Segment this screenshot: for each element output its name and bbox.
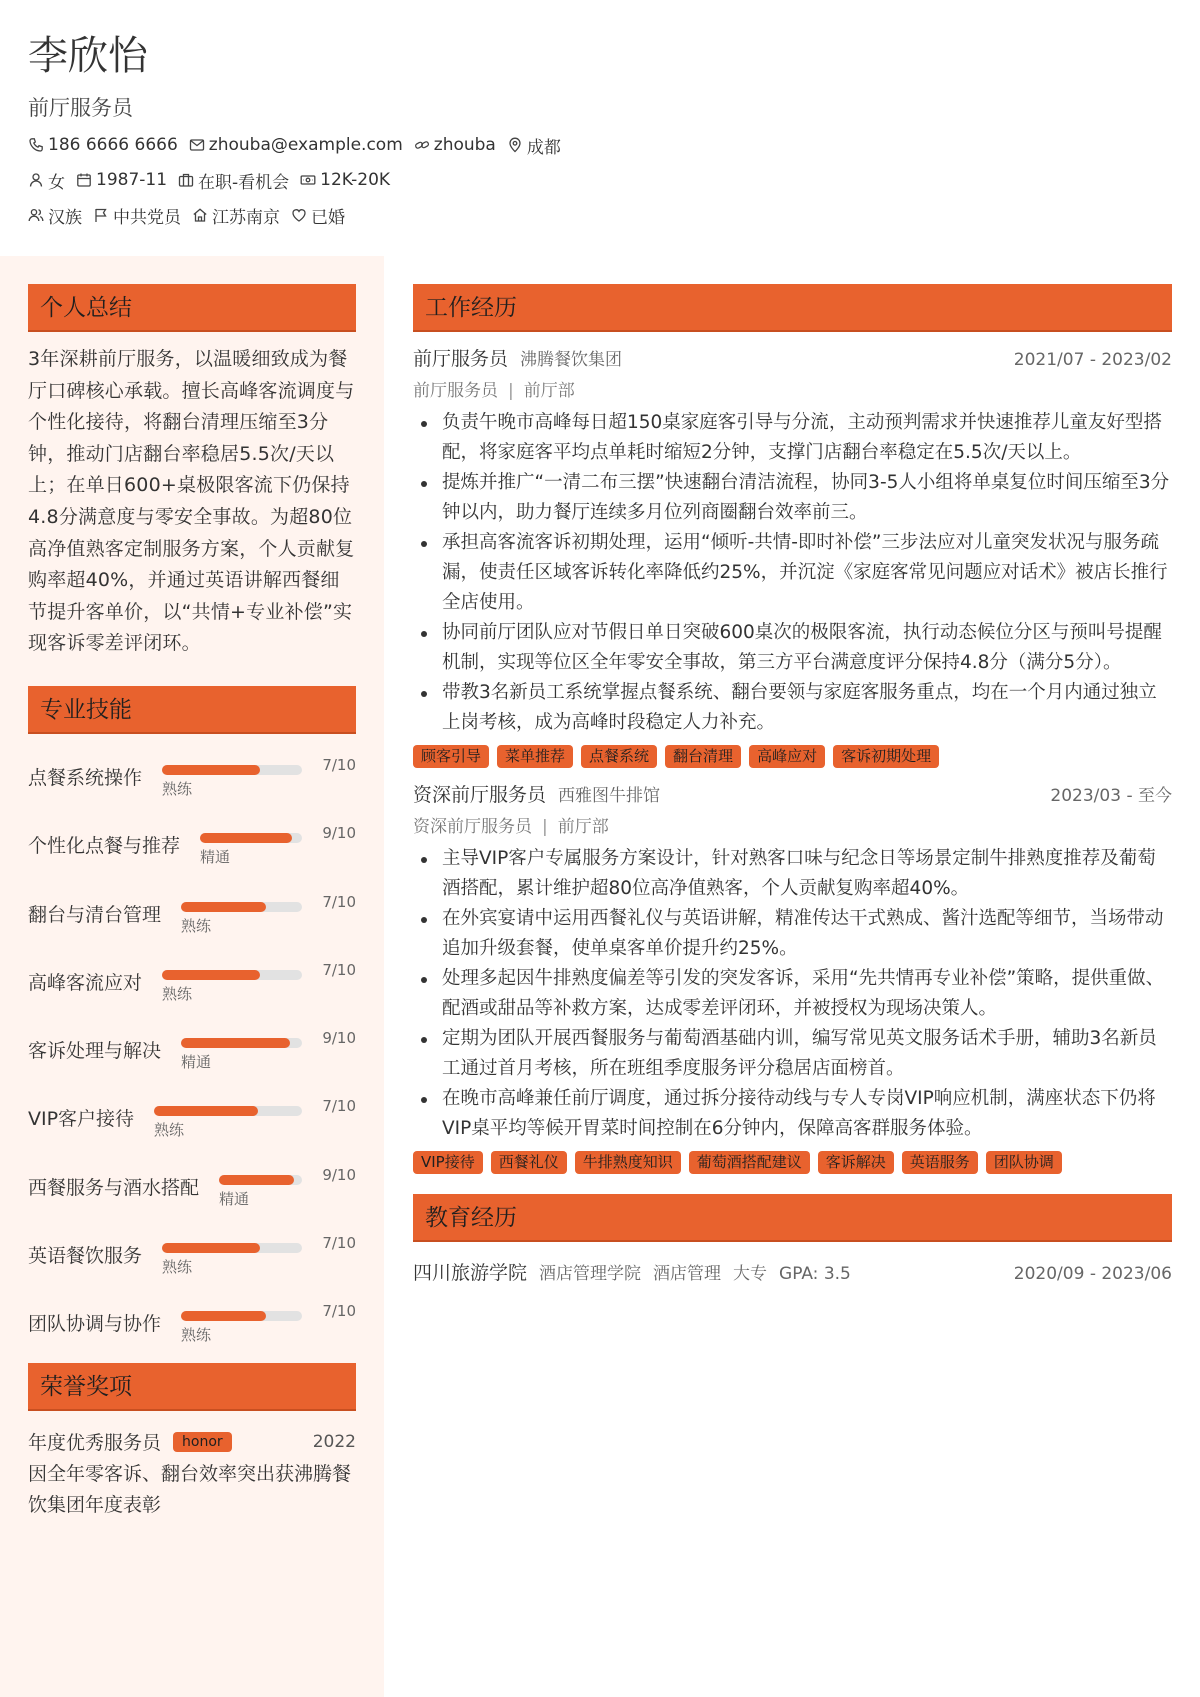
calendar-icon xyxy=(76,172,92,188)
candidate-name: 李欣怡 xyxy=(28,33,148,79)
skill-item xyxy=(28,1009,356,1077)
skill-level: 精通 xyxy=(200,848,231,867)
skill-item xyxy=(28,1146,356,1214)
section-header-awards: 荣誉奖项 xyxy=(28,1363,356,1411)
skill-tag: 高峰应对 xyxy=(749,745,825,768)
contact-phone-text: 186 6666 6666 xyxy=(48,135,178,155)
job-entry xyxy=(413,344,1172,768)
skill-level: 熟练 xyxy=(162,779,193,798)
skill-tag: 西餐礼仪 xyxy=(491,1151,567,1174)
skill-tag: 客诉初期处理 xyxy=(833,745,939,768)
skill-bar-track xyxy=(154,1106,302,1116)
skill-name: 翻台与清台管理 xyxy=(28,903,162,926)
people-icon xyxy=(28,207,44,223)
skill-tag: VIP接待 xyxy=(413,1151,483,1174)
skills-list xyxy=(28,736,356,1351)
job-bullet: 主导VIP客户专属服务方案设计，针对熟客口味与纪念日等场景定制牛排熟度推荐及葡萄酒搭配，累计维护超80位高净值熟客，个人贡献复购率超40%。 xyxy=(413,844,1172,904)
job-bullet: 协同前厅团队应对节假日单日突破600桌次的极限客流，执行动态候位分区与预叫号提醒机制，实现等位区全年零安全事故，第三方平台满意度评分保持4.8分（满分5分）。 xyxy=(413,618,1172,678)
info-marital-text: 已婚 xyxy=(311,207,345,228)
info-hometown-text: 江苏南京 xyxy=(212,207,280,228)
skill-tag: 牛排熟度知识 xyxy=(575,1151,681,1174)
skill-bar-fill xyxy=(219,1175,294,1185)
skill-item xyxy=(28,941,356,1009)
job-bullet: 提炼并推广“一清二布三摆”快速翻台清洁流程，协同3-5人小组将单桌复位时间压缩至3分钟以内，助力餐厅连续多月位列商圈翻台效率前三。 xyxy=(413,468,1172,528)
job-subline xyxy=(413,812,1172,838)
skill-name: 点餐系统操作 xyxy=(28,766,143,789)
skill-tag: 客诉解决 xyxy=(818,1151,894,1174)
education-row xyxy=(413,1258,1172,1285)
skill-tag: 英语服务 xyxy=(902,1151,978,1174)
section-header-work: 工作经历 xyxy=(413,284,1172,332)
edu-school: 四川旅游学院 xyxy=(413,1262,528,1284)
award-name: 年度优秀服务员 xyxy=(28,1432,162,1455)
skill-score: 7/10 xyxy=(322,892,356,911)
skill-level: 熟练 xyxy=(162,1258,193,1277)
info-salary xyxy=(300,170,390,190)
skill-bar-fill xyxy=(154,1106,258,1116)
skill-name: 团队协调与协作 xyxy=(28,1313,162,1336)
job-header xyxy=(413,344,1172,372)
skill-name: 西餐服务与酒水搭配 xyxy=(28,1176,200,1199)
job-date: 2023/03 - 至今 xyxy=(1050,786,1172,806)
jobs-list xyxy=(413,344,1172,1174)
skill-tag: 葡萄酒搭配建议 xyxy=(689,1151,810,1174)
briefcase-icon xyxy=(178,172,194,188)
edu-date: 2020/09 - 2023/06 xyxy=(1013,1264,1172,1284)
info-marital xyxy=(291,203,345,228)
contact-row xyxy=(28,133,1178,157)
skill-score: 7/10 xyxy=(322,1097,356,1116)
award-year: 2022 xyxy=(312,1431,356,1452)
skill-item xyxy=(28,736,356,804)
sidebar xyxy=(28,284,356,1521)
award-item xyxy=(28,1427,356,1521)
skill-bar-track xyxy=(162,1243,302,1253)
info-status xyxy=(178,168,289,193)
info-politics xyxy=(93,203,181,228)
edu-college: 酒店管理学院 xyxy=(539,1264,642,1284)
skill-score: 7/10 xyxy=(322,960,356,979)
mail-icon xyxy=(189,137,205,153)
job-header xyxy=(413,780,1172,808)
background-row xyxy=(28,203,1178,227)
award-line xyxy=(28,1427,356,1457)
job-date: 2021/07 - 2023/02 xyxy=(1013,350,1172,370)
summary-text: 3年深耕前厅服务，以温暖细致成为餐厅口碑核心承载。擅长高峰客流调度与个性化接待，将翻台清理压缩至3分钟，推动门店翻台率稳居5.5次/天以上；在单日600+桌极限客流下仍保持4.8分满意度与零安全事故。为超80位高净值熟客定制服务方案，个人贡献复购率超40%，并通过英语讲解西餐细节提升客单价，以“共情+专业补偿”实现客诉零差评闭环。 xyxy=(28,348,355,655)
skill-bar-fill xyxy=(200,833,292,843)
contact-link-text: zhouba xyxy=(433,135,496,155)
job-bullet: 负责午晚市高峰每日超150桌家庭客引导与分流，主动预判需求并快速推荐儿童友好型搭配，将家庭客平均点单耗时缩短2分钟，支撑门店翻台率稳定在5.5次/天以上。 xyxy=(413,408,1172,468)
job-bullets xyxy=(413,408,1172,738)
skill-score: 7/10 xyxy=(322,1302,356,1321)
skill-score: 9/10 xyxy=(322,824,356,843)
job-company: 沸腾餐饮集团 xyxy=(520,350,623,370)
job-bullet: 在外宾宴请中运用西餐礼仪与英语讲解，精准传达干式熟成、酱汁选配等细节，当场带动追加升级套餐，使单桌客单价提升约25%。 xyxy=(413,904,1172,964)
skill-score: 7/10 xyxy=(322,1234,356,1253)
skill-level: 熟练 xyxy=(154,1121,185,1140)
section-header-skills: 专业技能 xyxy=(28,686,356,734)
skill-bar-track xyxy=(200,833,302,843)
info-birth xyxy=(76,170,167,190)
job-company: 西雅图牛排馆 xyxy=(558,786,661,806)
info-ethnicity xyxy=(28,203,82,228)
section-header-education: 教育经历 xyxy=(413,1194,1172,1242)
candidate-title: 前厅服务员 xyxy=(28,96,133,120)
info-gender xyxy=(28,168,65,193)
heart-icon xyxy=(291,207,307,223)
edu-degree: 大专 xyxy=(733,1264,768,1284)
skill-bar-track xyxy=(181,1311,302,1321)
job-department: 前厅部 xyxy=(523,381,575,401)
main-content xyxy=(413,284,1172,1285)
skill-item xyxy=(28,1077,356,1145)
skill-bar-track xyxy=(162,970,302,980)
skill-item xyxy=(28,1282,356,1350)
skill-score: 7/10 xyxy=(322,755,356,774)
contact-location-text: 成都 xyxy=(526,137,561,158)
edu-gpa: GPA: 3.5 xyxy=(779,1264,851,1284)
skill-bar-track xyxy=(181,902,302,912)
award-description: 因全年零客诉、翻台效率突出获沸腾餐饮集团年度表彰 xyxy=(28,1462,352,1516)
skill-name: 高峰客流应对 xyxy=(28,971,143,994)
skill-tag: 菜单推荐 xyxy=(497,745,573,768)
contact-phone[interactable] xyxy=(28,135,178,155)
job-entry xyxy=(413,780,1172,1174)
section-header-summary: 个人总结 xyxy=(28,284,356,332)
skill-name: 英语餐饮服务 xyxy=(28,1245,143,1268)
skill-level: 精通 xyxy=(219,1189,250,1208)
job-position: 前厅服务员 xyxy=(413,381,498,401)
contact-link[interactable] xyxy=(414,135,496,155)
skill-tag: 点餐系统 xyxy=(581,745,657,768)
skill-bar-fill xyxy=(162,765,260,775)
job-bullets xyxy=(413,844,1172,1144)
job-bullet: 处理多起因牛排熟度偏差等引发的突发客诉，采用“先共情再专业补偿”策略，提供重做、配酒或甜品等补救方案，达成零差评闭环，并被授权为现场决策人。 xyxy=(413,964,1172,1024)
personal-row xyxy=(28,168,1178,192)
resume-header xyxy=(28,30,1178,227)
skill-name: 个性化点餐与推荐 xyxy=(28,835,181,858)
location-pin-icon xyxy=(507,137,523,153)
skill-bar-track xyxy=(162,765,302,775)
job-position: 资深前厅服务员 xyxy=(413,817,532,837)
money-icon xyxy=(300,172,316,188)
person-icon xyxy=(28,172,44,188)
skill-name: 客诉处理与解决 xyxy=(28,1040,162,1063)
skill-item xyxy=(28,804,356,872)
home-icon xyxy=(192,207,208,223)
job-subline xyxy=(413,376,1172,402)
job-separator: | xyxy=(508,381,514,401)
job-department: 前厅部 xyxy=(557,817,609,837)
link-icon xyxy=(414,137,430,153)
skill-item xyxy=(28,1214,356,1282)
skill-level: 熟练 xyxy=(181,1326,212,1345)
skill-bar-fill xyxy=(181,1311,266,1321)
job-tags xyxy=(413,745,1172,768)
info-gender-text: 女 xyxy=(48,172,65,193)
skill-tag: 翻台清理 xyxy=(665,745,741,768)
job-tags xyxy=(413,1151,1172,1174)
skill-item xyxy=(28,873,356,941)
info-ethnicity-text: 汉族 xyxy=(48,207,82,228)
phone-icon xyxy=(28,137,44,153)
skill-tag: 顾客引导 xyxy=(413,745,489,768)
info-status-text: 在职-看机会 xyxy=(198,172,290,193)
job-separator: | xyxy=(542,817,548,837)
job-role: 前厅服务员 xyxy=(413,348,509,370)
flag-icon xyxy=(93,207,109,223)
skill-bar-fill xyxy=(181,1038,290,1048)
skill-bar-track xyxy=(219,1175,302,1185)
contact-email-text: zhouba@example.com xyxy=(208,135,403,155)
contact-email[interactable] xyxy=(189,135,403,155)
skill-bar-fill xyxy=(162,970,260,980)
edu-major: 酒店管理 xyxy=(653,1264,722,1284)
info-hometown xyxy=(192,203,280,228)
job-bullet: 在晚市高峰兼任前厅调度，通过拆分接待动线与专人专岗VIP响应机制，满座状态下仍将VIP桌平均等候开胃菜时间控制在6分钟内，保障高客群服务体验。 xyxy=(413,1084,1172,1144)
skill-bar-track xyxy=(181,1038,302,1048)
skill-score: 9/10 xyxy=(322,1029,356,1048)
award-badge: honor xyxy=(173,1432,232,1452)
skill-bar-fill xyxy=(162,1243,260,1253)
job-bullet: 带教3名新员工系统掌握点餐系统、翻台要领与家庭客服务重点，均在一个月内通过独立上岗考核，成为高峰时段稳定人力补充。 xyxy=(413,678,1172,738)
skill-level: 熟练 xyxy=(162,984,193,1003)
info-birth-text: 1987-11 xyxy=(96,170,168,190)
skill-tag: 团队协调 xyxy=(986,1151,1062,1174)
job-bullet: 定期为团队开展西餐服务与葡萄酒基础内训，编写常见英文服务话术手册，辅助3名新员工通过首月考核，所在班组季度服务评分稳居店面榜首。 xyxy=(413,1024,1172,1084)
skill-level: 熟练 xyxy=(181,916,212,935)
skill-name: VIP客户接待 xyxy=(28,1108,135,1131)
contact-location xyxy=(507,133,561,158)
info-salary-text: 12K-20K xyxy=(320,170,391,190)
job-role: 资深前厅服务员 xyxy=(413,784,547,806)
job-bullet: 承担高客流客诉初期处理，运用“倾听-共情-即时补偿”三步法应对儿童突发状况与服务疏漏，使责任区域客诉转化率降低约25%，并沉淀《家庭客常见问题应对话术》被店长推行全店使用。 xyxy=(413,528,1172,618)
info-politics-text: 中共党员 xyxy=(113,207,181,228)
skill-bar-fill xyxy=(181,902,266,912)
skill-score: 9/10 xyxy=(322,1165,356,1184)
skill-level: 精通 xyxy=(181,1053,212,1072)
